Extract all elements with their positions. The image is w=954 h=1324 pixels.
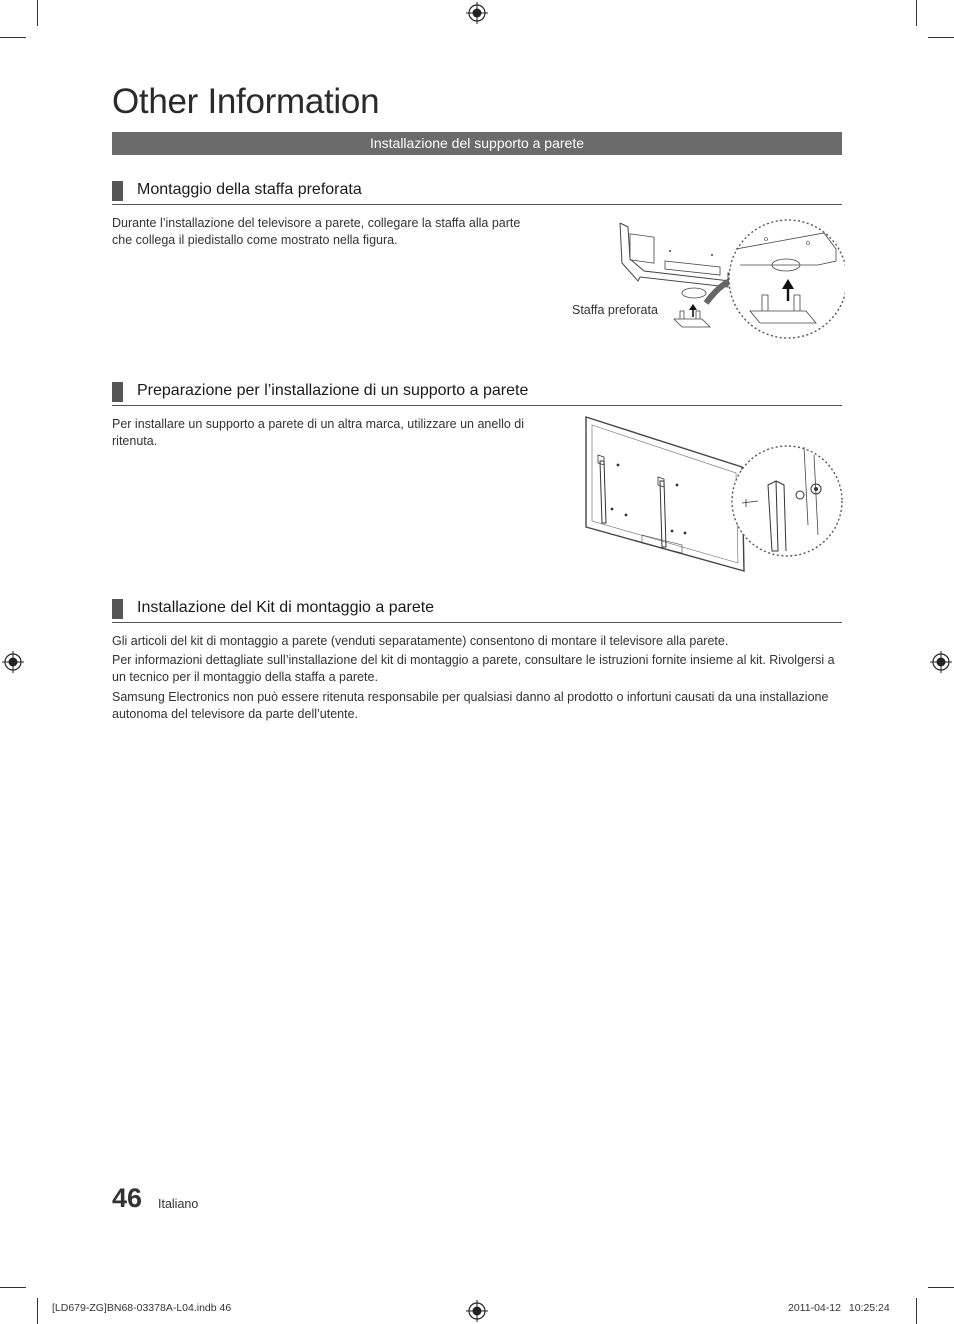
crop-mark-icon — [916, 1298, 917, 1324]
crop-mark-icon — [37, 1298, 38, 1324]
heading-bar — [112, 599, 123, 619]
registration-mark-icon — [466, 2, 488, 24]
wall-mount-figure — [582, 415, 844, 573]
section-heading-preparazione — [112, 381, 842, 406]
page-number: 46 — [112, 1183, 143, 1213]
paragraph: Samsung Electronics non può essere ritenuta responsabile per qualsiasi danno al prodotto o infortuni causati da una installazione autonoma del televisore da parte dell’utente. — [112, 690, 829, 721]
slug-date: 2011-04-12 10:25:24 — [788, 1302, 890, 1314]
registration-mark-icon — [2, 651, 24, 673]
section-banner: Installazione del supporto a parete — [112, 132, 842, 155]
registration-mark-icon — [930, 651, 952, 673]
heading-text: Montaggio della staffa preforata — [137, 181, 362, 198]
paragraph: Per installare un supporto a parete di un altra marca, utilizzare un anello di ritenuta. — [112, 417, 525, 448]
heading-text: Installazione del Kit di montaggio a parete — [137, 599, 435, 616]
paragraph: Gli articoli del kit di montaggio a parete (venduti separatamente) consentono di montare il televisore alla parete. — [112, 634, 729, 648]
crop-mark-icon — [0, 37, 26, 38]
crop-mark-icon — [916, 0, 917, 26]
page-title: Other Information — [112, 82, 380, 121]
paragraph: Durante l’installazione del televisore a parete, collegare la staffa alla parte che collega il piedistallo come mostrato nella figura. — [112, 216, 521, 247]
footer-language: Italiano — [158, 1197, 199, 1211]
heading-text: Preparazione per l’installazione di un supporto a parete — [137, 382, 529, 399]
registration-mark-icon — [466, 1300, 488, 1322]
heading-bar — [112, 382, 123, 402]
section-heading-kit — [112, 598, 842, 623]
crop-mark-icon — [37, 0, 38, 26]
paragraph: Per informazioni dettagliate sull’installazione del kit di montaggio a parete, consultare le istruzioni fornite insieme al kit. Rivolgersi a un tecnico per il montaggio della staffa a parete. — [112, 653, 835, 684]
crop-mark-icon — [928, 1287, 954, 1288]
section-heading-staffa — [112, 180, 842, 205]
slug-file: [LD679-ZG]BN68-03378A-L04.indb 46 — [52, 1302, 232, 1314]
crop-mark-icon — [928, 37, 954, 38]
heading-bar — [112, 181, 123, 201]
figure-label: Staffa preforata — [572, 303, 658, 317]
bracket-figure — [610, 215, 845, 345]
crop-mark-icon — [0, 1287, 26, 1288]
